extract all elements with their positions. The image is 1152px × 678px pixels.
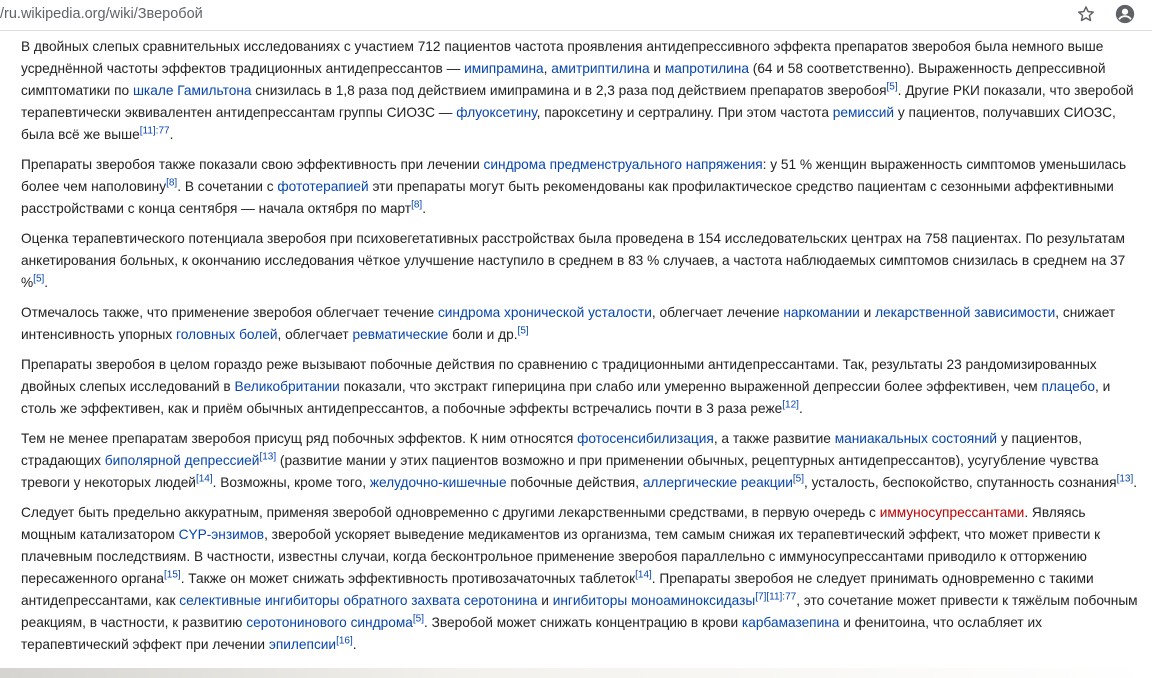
- paragraph-text: Оценка терапевтического потенциала зверобоя при психовегетативных расстройствах была проведена в 154 исследовательских центрах на 758 пациентах. По результатам анкетирования больных, к окончанию исследования чёткое улучшение наступило в среднем в 83 % случаев, а частота наблюдаемых симптомов снизилась в среднем на 37 %: [21, 231, 1126, 290]
- article-paragraph: [21, 302, 1139, 346]
- paragraph-text: ,: [543, 61, 552, 76]
- article-paragraph: [21, 228, 1139, 294]
- reference-link[interactable]: [5]: [412, 613, 424, 625]
- paragraph-text: , пароксетину и сертралину. При этом частота: [536, 105, 833, 120]
- reference-link[interactable]: [8]: [166, 177, 178, 189]
- reference-link[interactable]: [5]: [517, 325, 529, 337]
- paragraph-text: у пациентов, получавших СИОЗС, была всё же выше: [21, 105, 1116, 142]
- reference-superscript: [336, 635, 353, 646]
- paragraph-text: . Зверобой может снижать концентрацию в крови: [423, 615, 742, 630]
- paragraph-text: . Другие РКИ показали, что зверобой терапевтически эквивалентен антидепрессантам группы СИОЗС —: [21, 83, 1134, 120]
- paragraph-text: .: [169, 127, 174, 142]
- wiki-link[interactable]: плацебо: [1041, 379, 1096, 394]
- wiki-link[interactable]: эпилепсии: [268, 637, 337, 652]
- account-profile-icon[interactable]: [1114, 3, 1136, 25]
- reference-link[interactable]: [11]:77: [139, 125, 170, 137]
- paragraph-text: эти препараты могут быть рекомендованы как профилактическое средство пациентам с сезонными аффективными расстройствами с конца сентября — начала октября по март: [21, 179, 1114, 216]
- paragraph-text: Следует быть предельно аккуратным, применяя зверобой одновременно с другими лекарственными средствами, в первую очередь с: [21, 505, 880, 520]
- paragraph-text: показали, что экстракт гиперицина при слабо или умеренно выраженной депрессии более эффективен, чем: [339, 379, 1042, 394]
- reference-superscript: [166, 177, 177, 188]
- reference-superscript: [1117, 473, 1134, 484]
- wiki-link[interactable]: ревматические: [352, 327, 449, 342]
- wiki-link[interactable]: карбамазепина: [741, 615, 840, 630]
- reference-link[interactable]: [14]: [635, 569, 652, 581]
- article-body: [21, 36, 1139, 664]
- wiki-link[interactable]: желудочно-кишечные: [369, 475, 507, 490]
- wiki-link[interactable]: синдрома предменструального напряжения: [483, 157, 763, 172]
- paragraph-text: Отмечалось также, что применение зверобоя облегчает течение: [21, 305, 438, 320]
- wiki-link[interactable]: имипрамина: [464, 61, 544, 76]
- wiki-link[interactable]: флуоксетину: [456, 105, 537, 120]
- window-bottom-edge: [0, 668, 1152, 678]
- article-paragraph: [21, 36, 1139, 146]
- wiki-link[interactable]: Великобритании: [234, 379, 340, 394]
- paragraph-text: Препараты зверобоя также показали свою эффективность при лечении: [21, 157, 484, 172]
- reference-link[interactable]: [13]: [259, 451, 277, 463]
- url-text[interactable]: /ru.wikipedia.org/wiki/Зверобой: [0, 6, 203, 22]
- reference-superscript: [413, 613, 424, 624]
- reference-link[interactable]: [14]: [195, 473, 213, 485]
- wiki-link[interactable]: мапротилина: [664, 61, 749, 76]
- reference-superscript: [887, 81, 898, 92]
- reference-link[interactable]: [15]: [164, 569, 181, 581]
- reference-link[interactable]: [7][11]:77: [755, 591, 797, 603]
- paragraph-text: Препараты зверобоя в целом гораздо реже вызывают побочные действия по сравнению с традиционными антидепрессантами. Так, результаты 23 рандомизированных двойных слепых исследований в: [21, 357, 1097, 394]
- paragraph-text: .: [798, 401, 803, 416]
- wiki-link[interactable]: наркомании: [783, 305, 860, 320]
- paragraph-text: , зверобой ускоряет выведение медикаментов из организма, тем самым снижая их терапевтический эффект, что может привести к плачевным последствиям. В частности, известны случаи, когда бесконтрольное применение зверобоя параллельно с иммуносупрессантами приводило к отторжению пересаженного органа: [21, 527, 1101, 586]
- wiki-link[interactable]: амитриптилина: [551, 61, 650, 76]
- paragraph-text: . Препараты зверобоя не следует принимать одновременно с такими антидепрессантами, как: [21, 571, 1094, 608]
- reference-superscript: [140, 125, 170, 136]
- reference-superscript: [793, 473, 804, 484]
- reference-link[interactable]: [13]: [1116, 473, 1134, 485]
- paragraph-text: : у 51 % женщин выраженность симптомов уменьшилась более чем наполовину: [21, 157, 1127, 194]
- paragraph-text: , и столь же эффективен, как и приём обычных антидепрессантов, а побочные эффекты встречались почти в 3 раза реже: [21, 379, 1111, 416]
- wiki-redlink[interactable]: иммуносупрессантами: [879, 505, 1025, 520]
- paragraph-text: и фенитоина, что ослабляет их терапевтический эффект при лечении: [21, 615, 1042, 652]
- paragraph-text: побочные действия,: [506, 475, 643, 490]
- paragraph-text: , а также развитие: [713, 431, 835, 446]
- reference-superscript: [755, 591, 796, 602]
- paragraph-text: (64 и 58 соответственно). Выраженность депрессивной симптоматики по: [21, 61, 1106, 98]
- paragraph-text: боли и др.: [448, 327, 518, 342]
- paragraph-text: (развитие мании у этих пациентов возможно и при применении обычных, рецептурных антидепрессантов), усугубление чувства тревоги у некоторых людей: [21, 453, 1099, 490]
- wiki-link[interactable]: селективные ингибиторы обратного захвата серотонина: [179, 593, 538, 608]
- wiki-link[interactable]: серотонинового синдрома: [246, 615, 413, 630]
- paragraph-text: . Являясь мощным катализатором: [21, 505, 1086, 542]
- wiki-link[interactable]: биполярной депрессией: [104, 453, 260, 468]
- paragraph-text: .: [422, 201, 426, 216]
- wiki-link[interactable]: лекарственной зависимости: [875, 305, 1056, 320]
- wiki-link[interactable]: фототерапией: [277, 179, 369, 194]
- paragraph-text: .: [1133, 475, 1138, 490]
- paragraph-text: и: [649, 61, 665, 76]
- paragraph-text: .: [44, 275, 49, 290]
- wiki-link[interactable]: ингибиторы моноаминоксидазы: [552, 593, 756, 608]
- reference-superscript: [164, 569, 181, 580]
- paragraph-text: , облегчает лечение: [651, 305, 784, 320]
- article-paragraph: [21, 428, 1139, 494]
- reference-link[interactable]: [8]: [411, 199, 423, 211]
- browser-address-bar[interactable]: [0, 0, 1152, 31]
- reference-superscript: [259, 451, 276, 462]
- paragraph-text: Тем не менее препаратам зверобоя присущ ряд побочных эффектов. К ним относятся: [21, 431, 578, 446]
- bookmark-star-icon[interactable]: [1076, 4, 1096, 24]
- wiki-link[interactable]: маниакальных состояний: [834, 431, 998, 446]
- wiki-link[interactable]: аллергические реакции: [642, 475, 793, 490]
- paragraph-text: и: [537, 593, 553, 608]
- paragraph-text: .: [352, 637, 357, 652]
- reference-link[interactable]: [5]: [886, 81, 898, 93]
- paragraph-text: , снижает интенсивность упорных: [21, 305, 1116, 342]
- paragraph-text: у пациентов, страдающих: [21, 431, 1083, 468]
- paragraph-text: , усталость, беспокойство, спутанность сознания: [803, 475, 1117, 490]
- reference-superscript: [411, 199, 422, 210]
- reference-link[interactable]: [5]: [792, 473, 804, 485]
- paragraph-text: . Возможны, кроме того,: [212, 475, 370, 490]
- article-paragraph: [21, 502, 1139, 656]
- reference-superscript: [782, 399, 799, 410]
- reference-superscript: [33, 273, 44, 284]
- paragraph-text: , это сочетание может привести к тяжёлым побочным реакциям, в частности, к развитию: [21, 593, 1138, 630]
- reference-superscript: [196, 473, 213, 484]
- paragraph-text: . В сочетании с: [177, 179, 278, 194]
- reference-superscript: [635, 569, 652, 580]
- paragraph-text: , облегчает: [277, 327, 353, 342]
- wiki-link[interactable]: синдрома хронической усталости: [437, 305, 652, 320]
- paragraph-text: В двойных слепых сравнительных исследованиях с участием 712 пациентов частота проявления антидепрессивного эффекта препаратов зверобоя была немного выше усреднённой частоты эффектов традиционных антидепрессантов —: [21, 39, 1104, 76]
- article-paragraph: [21, 154, 1139, 220]
- paragraph-text: снизилась в 1,8 раза под действием имипрамина и в 2,3 раза под действием препаратов зверобоя: [251, 83, 887, 98]
- paragraph-text: и: [859, 305, 876, 320]
- paragraph-text: . Также он может снижать эффективность противозачаточных таблеток: [180, 571, 636, 586]
- reference-link[interactable]: [5]: [33, 273, 45, 285]
- reference-link[interactable]: [12]: [782, 399, 799, 411]
- wiki-link[interactable]: фотосенсибилизация: [577, 431, 714, 446]
- article-paragraph: [21, 354, 1139, 420]
- wiki-link[interactable]: ремиссий: [832, 105, 895, 120]
- reference-superscript: [518, 325, 529, 336]
- wiki-link[interactable]: головных болей: [176, 327, 278, 342]
- wiki-link[interactable]: CYP-энзимов: [178, 527, 265, 542]
- reference-link[interactable]: [16]: [336, 635, 353, 647]
- wiki-link[interactable]: шкале Гамильтона: [132, 83, 252, 98]
